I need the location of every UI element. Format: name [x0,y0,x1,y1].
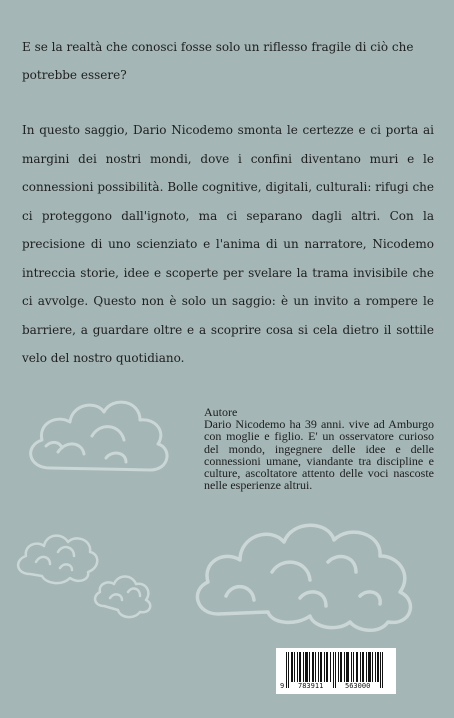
barcode-lead-digit: 9 [280,682,285,690]
intro-paragraph: E se la realtà che conosci fosse solo un riflesso fragile di ciò che potrebbe essere? [22,40,414,82]
author-bio: Dario Nicodemo ha 39 anni. vive ad Amburgo con moglie e figlio. E' un osservatore curioso del mondo, ingegnere delle idee e delle connessioni umane, viandante tra discipline e culture, ascoltatore attento delle voci nascoste nelle esperienze altrui. [204,417,434,493]
barcode-right-group: 563000 [345,682,371,690]
author-heading: Autore [204,405,238,419]
cloud-upper-left [31,402,167,470]
isbn-barcode [276,648,396,694]
cloud-lower-center [95,577,150,618]
synopsis-paragraph: In questo saggio, Dario Nicodemo smonta le certezze e ci porta ai margini dei nostri mondi, dove i confini diventano muri e le connessioni possibilità. Bolle cognitive, digitali, culturali: rifugi che ci proteggono dall'ignoto, ma ci separano dagli altri. Con la precisione di uno scienziato e l'anima di un narratore, Nicodemo intreccia storie, idee e scoperte per svelare la trama invisibile che ci avvolge. Questo non è solo un saggio: è un invito a rompere le barriere, a guardare oltre e a scoprire cosa si cela dietro il sottile velo del nostro quotidiano. [22,123,434,365]
author-section [204,406,434,491]
barcode-left-group: 783911 [298,682,324,690]
cloud-lower-right [197,525,410,630]
cloud-lower-left [18,536,97,583]
barcode-bars [276,648,396,694]
